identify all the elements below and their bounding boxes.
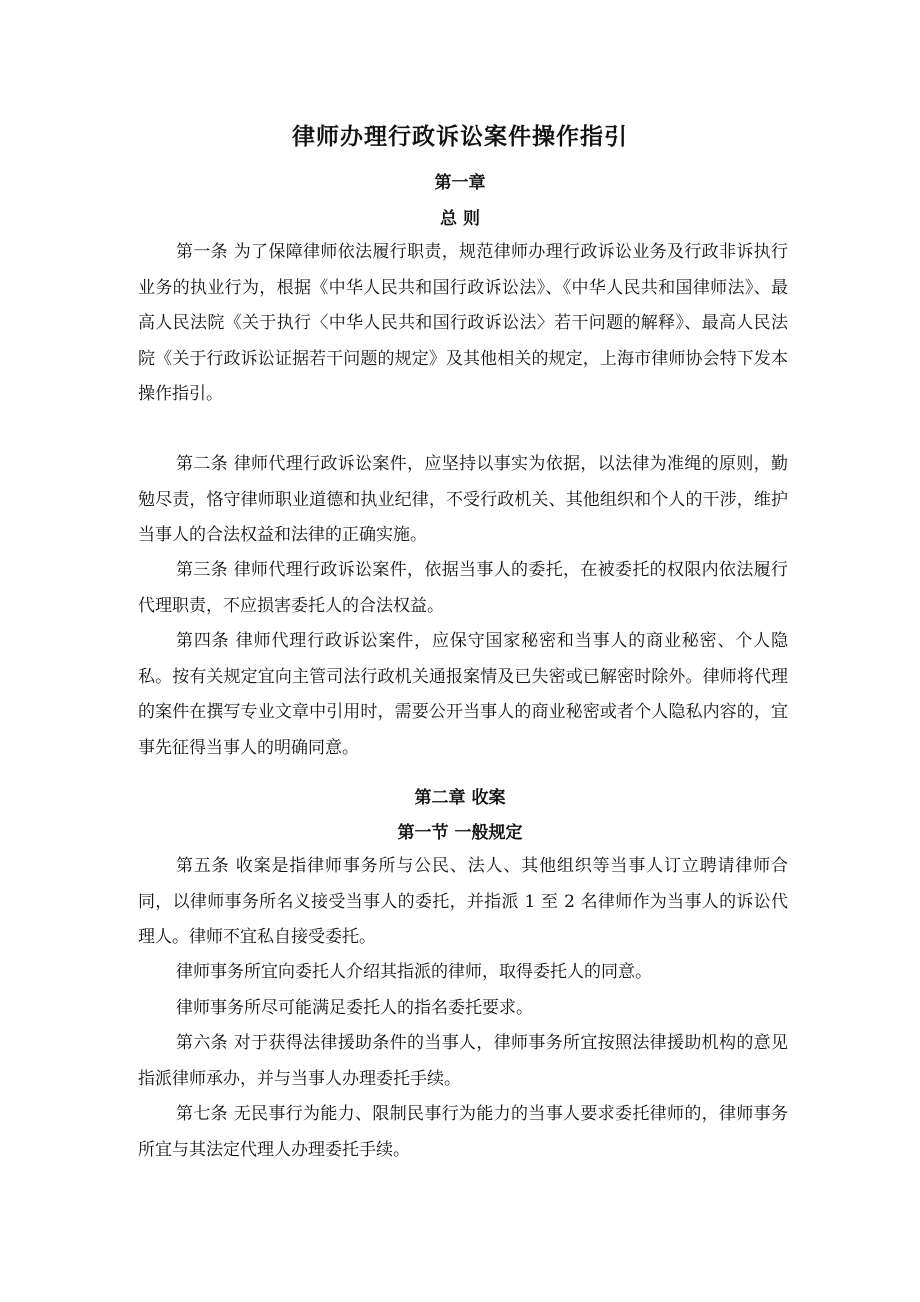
- article-7: 第七条 无民事行为能力、限制民事行为能力的当事人要求委托律师的，律师事务所宜与其法定代理人办理委托手续。: [138, 1104, 788, 1160]
- chapter-2-heading: 第二章 收案: [414, 788, 506, 808]
- article-6: 第六条 对于获得法律援助条件的当事人，律师事务所宜按照法律援助机构的意见指派律师承办，并与当事人办理委托手续。: [138, 1033, 788, 1089]
- article-5: 第五条 收案是指律师事务所与公民、法人、其他组织等当事人订立聘请律师合同，以律师事务所名义接受当事人的委托，并指派 1 至 2 名律师作为当事人的诉讼代理人。律师不宜私自接受委托。: [138, 856, 788, 947]
- article-1: 第一条 为了保障律师依法履行职责，规范律师办理行政诉讼业务及行政非诉执行业务的执业行为，根据《中华人民共和国行政诉讼法》、《中华人民共和国律师法》、最高人民法院《关于执行〈中华人民共和国行政诉讼法〉若干问题的解释》、最高人民法院《关于行政诉讼证据若干问题的规定》及其他相关的规定，上海市律师协会特下发本操作指引。: [138, 242, 788, 404]
- document-title: 律师办理行政诉讼案件操作指引: [292, 124, 628, 150]
- chapter-1-subheading: 总 则: [440, 209, 480, 229]
- article-5-para-2: 律师事务所宜向委托人介绍其指派的律师，取得委托人的同意。: [176, 962, 652, 982]
- article-2: 第二条 律师代理行政诉讼案件，应坚持以事实为依据，以法律为准绳的原则，勤勉尽责，恪守律师职业道德和执业纪律，不受行政机关、其他组织和个人的干涉，维护当事人的合法权益和法律的正确实施。: [138, 454, 788, 545]
- section-1-heading: 第一节 一般规定: [397, 823, 523, 843]
- article-5-para-3: 律师事务所尽可能满足委托人的指名委托要求。: [176, 998, 533, 1018]
- article-3: 第三条 律师代理行政诉讼案件，依据当事人的委托，在被委托的权限内依法履行代理职责，不应损害委托人的合法权益。: [138, 560, 788, 616]
- article-4: 第四条 律师代理行政诉讼案件，应保守国家秘密和当事人的商业秘密、个人隐私。按有关规定宜向主管司法行政机关通报案情及已失密或已解密时除外。律师将代理的案件在撰写专业文章中引用时，需要公开当事人的商业秘密或者个人隐私内容的，宜事先征得当事人的明确同意。: [138, 631, 788, 758]
- chapter-1-heading: 第一章: [434, 173, 486, 193]
